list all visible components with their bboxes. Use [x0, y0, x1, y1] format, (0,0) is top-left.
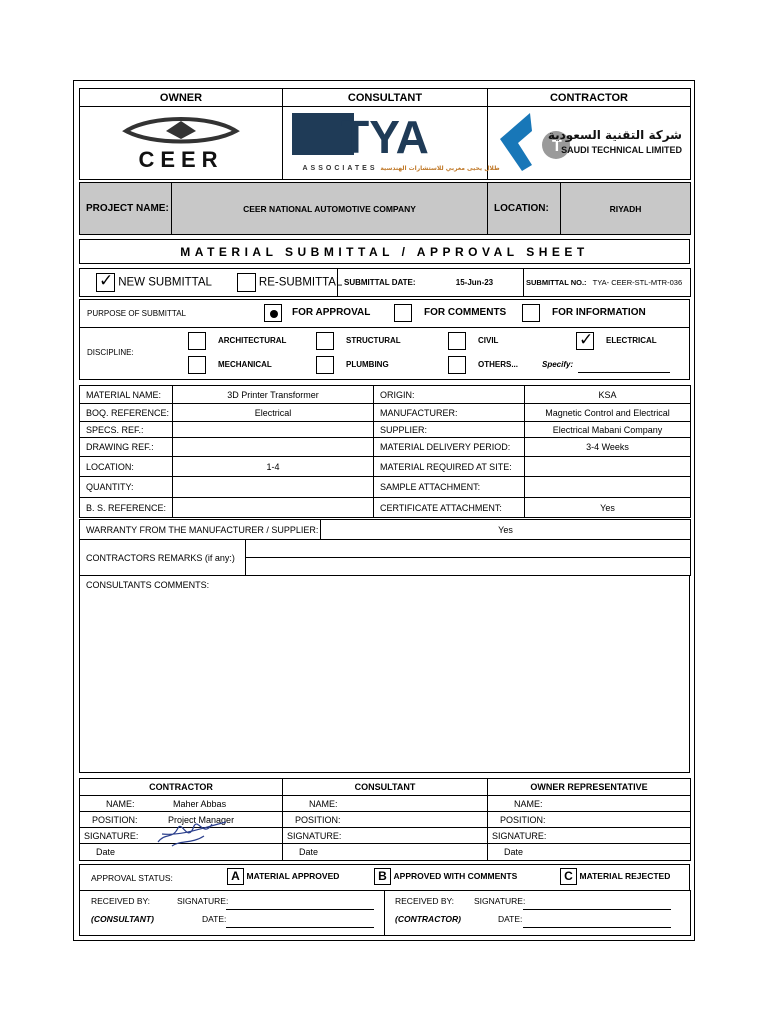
- warranty-row: [79, 519, 691, 540]
- owner-heading: OWNER: [80, 89, 283, 107]
- parties-header: [79, 88, 691, 180]
- specify-input-line[interactable]: [578, 372, 670, 373]
- material-row: [80, 498, 691, 518]
- material-row: [80, 438, 691, 457]
- submittal-date-label: SUBMITTAL DATE:: [344, 278, 416, 287]
- material-details-table: [79, 385, 691, 518]
- received-by-consultant-label: RECEIVED BY:: [91, 896, 151, 906]
- signoff-owner-heading: OWNER REPRESENTATIVE: [488, 779, 691, 796]
- contractor-date-label: Date: [96, 847, 116, 857]
- received-consultant-cell: [80, 891, 385, 936]
- material-value[interactable]: 3D Printer Transformer: [173, 386, 374, 404]
- submittal-date-cell: [338, 269, 524, 297]
- contractor-logo-cell: [488, 107, 691, 180]
- title-row: [79, 239, 690, 264]
- consultant-comments-area[interactable]: [80, 576, 690, 773]
- purpose-row: [79, 299, 690, 328]
- consultant-heading: CONSULTANT: [283, 89, 488, 107]
- submittal-no-value: TYA- CEER-STL-MTR-036: [592, 278, 683, 287]
- saudi-logo-text: SAUDI TECHNICAL LIMITED: [561, 144, 682, 155]
- material-value[interactable]: [173, 438, 374, 457]
- re-submittal-label: RE-SUBMITTAL: [258, 276, 343, 289]
- material-value[interactable]: [173, 477, 374, 498]
- material-label: MATERIAL NAME:: [80, 386, 173, 404]
- contractor-signature-cell: [80, 828, 283, 844]
- received-consultant-party: (CONSULTANT): [91, 914, 154, 924]
- rejected-letter-box[interactable]: C: [560, 868, 577, 885]
- approved-with-comments-label: APPROVED WITH COMMENTS: [393, 870, 518, 881]
- received-by-contractor-label: RECEIVED BY:: [395, 896, 455, 906]
- material-label: ORIGIN:: [374, 386, 525, 404]
- for-approval-label: FOR APPROVAL: [292, 307, 371, 318]
- material-value[interactable]: [173, 422, 374, 438]
- material-label: QUANTITY:: [80, 477, 173, 498]
- approved-with-comments-letter-box[interactable]: B: [374, 868, 391, 885]
- owner-logo-cell: [80, 107, 283, 180]
- sheet-title: MATERIAL SUBMITTAL / APPROVAL SHEET: [80, 240, 690, 264]
- approval-status-row: [79, 864, 690, 891]
- approved-with-comments-option[interactable]: [374, 868, 517, 885]
- for-comments-label: FOR COMMENTS: [424, 307, 507, 318]
- re-submittal-checkbox[interactable]: [237, 273, 256, 292]
- received-contractor-date-line[interactable]: [523, 927, 671, 928]
- consultant-logo-cell: [283, 107, 500, 180]
- material-value[interactable]: Electrical: [173, 404, 374, 422]
- submittal-type-cell: [80, 269, 343, 297]
- material-label: MANUFACTURER:: [374, 404, 525, 422]
- material-value[interactable]: Yes: [525, 498, 691, 518]
- material-label: SUPPLIER:: [374, 422, 525, 438]
- owner-name-cell: [488, 796, 691, 812]
- electrical-label: ELECTRICAL: [606, 336, 657, 345]
- ceer-logo-text: CEER: [138, 146, 224, 172]
- plumbing-checkbox[interactable]: [316, 356, 334, 374]
- received-consultant-signature-label: SIGNATURE:: [177, 896, 229, 906]
- received-consultant-date-line[interactable]: [226, 927, 374, 928]
- architectural-label: ARCHITECTURAL: [218, 336, 287, 345]
- architectural-checkbox[interactable]: [188, 332, 206, 350]
- submittal-no-label: SUBMITTAL NO.:: [526, 278, 587, 287]
- civil-label: CIVIL: [478, 336, 499, 345]
- plumbing-label: PLUMBING: [346, 360, 389, 369]
- new-submittal-label: NEW SUBMITTAL: [118, 276, 212, 289]
- approved-label: MATERIAL APPROVED: [246, 870, 340, 881]
- for-comments-radio[interactable]: [394, 304, 412, 322]
- material-label: SPECS. REF.:: [80, 422, 173, 438]
- project-name-value: CEER NATIONAL AUTOMOTIVE COMPANY: [172, 183, 488, 235]
- tya-logo: [290, 109, 500, 175]
- material-row: [80, 386, 691, 404]
- consultant-date-cell: [283, 844, 488, 861]
- rejected-label: MATERIAL REJECTED: [579, 870, 671, 881]
- material-value[interactable]: [173, 498, 374, 518]
- contractor-remarks-label: CONTRACTORS REMARKS (if any:): [80, 540, 246, 576]
- for-approval-radio[interactable]: [264, 304, 282, 322]
- received-contractor-date-label: DATE:: [498, 914, 523, 924]
- material-label: DRAWING REF.:: [80, 438, 173, 457]
- warranty-value: Yes: [321, 520, 691, 540]
- location-value: RIYADH: [561, 183, 691, 235]
- received-contractor-cell: [385, 891, 691, 936]
- purpose-cell: [80, 300, 690, 328]
- approval-status-cell: [80, 865, 690, 891]
- submittal-row: [79, 268, 691, 297]
- electrical-checkbox[interactable]: [576, 332, 594, 350]
- material-row: [80, 422, 691, 438]
- contractor-heading: CONTRACTOR: [488, 89, 691, 107]
- owner-date-cell: [488, 844, 691, 861]
- project-info-row: [79, 182, 691, 235]
- tya-logo-sub: ASSOCIATES: [302, 164, 378, 172]
- material-label: SAMPLE ATTACHMENT:: [374, 477, 525, 498]
- mechanical-label: MECHANICAL: [218, 360, 272, 369]
- consultant-signature-cell: [283, 828, 488, 844]
- material-row: [80, 477, 691, 498]
- structural-label: STRUCTURAL: [346, 336, 401, 345]
- contractor-position-label: POSITION:: [92, 814, 138, 825]
- consultant-position-cell: [283, 812, 488, 828]
- saudi-technical-logo: [494, 109, 689, 175]
- consultant-comments-row: [79, 575, 690, 773]
- svg-text:T: T: [552, 137, 562, 155]
- contractor-name-cell: [80, 796, 283, 812]
- others-label: OTHERS...: [478, 360, 519, 369]
- submittal-no-cell: [524, 269, 691, 297]
- signoff-consultant-heading: CONSULTANT: [283, 779, 488, 796]
- material-row: [80, 457, 691, 477]
- approved-letter-box[interactable]: A: [227, 868, 244, 885]
- discipline-row: [79, 327, 690, 380]
- discipline-label: DISCIPLINE:: [87, 348, 134, 357]
- signoff-table: [79, 778, 691, 861]
- rejected-option[interactable]: [560, 868, 670, 885]
- material-value[interactable]: [525, 477, 691, 498]
- material-label: LOCATION:: [80, 457, 173, 477]
- tya-logo-arabic: طلال يحيى مغربي للاستشارات الهندسية: [380, 164, 500, 172]
- consultant-name-cell: [283, 796, 488, 812]
- others-checkbox[interactable]: [448, 356, 466, 374]
- owner-date-label: Date: [504, 847, 524, 857]
- material-value[interactable]: Magnetic Control and Electrical: [525, 404, 691, 422]
- received-contractor-signature-line[interactable]: [523, 909, 671, 910]
- contractor-signature-mark: [152, 814, 235, 850]
- material-value[interactable]: KSA: [525, 386, 691, 404]
- contractor-remarks-row: [79, 539, 691, 576]
- project-name-label: PROJECT NAME:: [80, 183, 172, 235]
- approved-option[interactable]: [227, 868, 339, 885]
- received-consultant-date-label: DATE:: [202, 914, 227, 924]
- for-information-radio[interactable]: [522, 304, 540, 322]
- tya-logo-text: TYA: [341, 110, 429, 163]
- owner-name-label: NAME:: [514, 798, 543, 809]
- owner-position-label: POSITION:: [500, 814, 546, 825]
- new-submittal-checkbox[interactable]: [96, 273, 115, 292]
- specify-label: Specify:: [542, 360, 574, 369]
- material-label: MATERIAL REQUIRED AT SITE:: [374, 457, 525, 477]
- material-submittal-sheet: [73, 80, 695, 941]
- owner-signature-label: SIGNATURE:: [492, 830, 547, 841]
- warranty-label: WARRANTY FROM THE MANUFACTURER / SUPPLIER:: [80, 520, 321, 540]
- structural-checkbox[interactable]: [316, 332, 334, 350]
- ceer-logo: [106, 111, 256, 173]
- contractor-remarks-line-1[interactable]: [246, 540, 691, 558]
- civil-checkbox[interactable]: [448, 332, 466, 350]
- location-label: LOCATION:: [488, 183, 561, 235]
- consultant-comments-label: CONSULTANTS COMMENTS:: [86, 580, 210, 590]
- contractor-position-value: Project Manager: [168, 814, 235, 825]
- consultant-signature-label: SIGNATURE:: [287, 830, 342, 841]
- contractor-name-label: NAME:: [106, 798, 135, 809]
- contractor-remarks-line-2[interactable]: [246, 558, 691, 576]
- received-contractor-signature-label: SIGNATURE:: [474, 896, 526, 906]
- purpose-label: PURPOSE OF SUBMITTAL: [87, 309, 186, 318]
- submittal-date-value: 15-Jun-23: [455, 278, 494, 287]
- material-label: B. S. REFERENCE:: [80, 498, 173, 518]
- received-by-table: [79, 890, 691, 936]
- consultant-name-label: NAME:: [309, 798, 338, 809]
- approval-status-label: APPROVAL STATUS:: [91, 873, 173, 883]
- mechanical-checkbox[interactable]: [188, 356, 206, 374]
- material-row: [80, 404, 691, 422]
- received-consultant-signature-line[interactable]: [226, 909, 374, 910]
- owner-position-cell: [488, 812, 691, 828]
- material-value[interactable]: 1-4: [173, 457, 374, 477]
- material-value[interactable]: [525, 457, 691, 477]
- contractor-name-value: Maher Abbas: [173, 798, 227, 809]
- contractor-signature-label: SIGNATURE:: [84, 830, 139, 841]
- saudi-logo-arabic: شركة التقنية السعودية: [547, 127, 682, 142]
- material-value[interactable]: 3-4 Weeks: [525, 438, 691, 457]
- consultant-date-label: Date: [299, 847, 319, 857]
- for-information-label: FOR INFORMATION: [552, 307, 646, 318]
- owner-signature-cell: [488, 828, 691, 844]
- signoff-contractor-heading: CONTRACTOR: [80, 779, 283, 796]
- material-label: MATERIAL DELIVERY PERIOD:: [374, 438, 525, 457]
- consultant-position-label: POSITION:: [295, 814, 341, 825]
- material-value[interactable]: Electrical Mabani Company: [525, 422, 691, 438]
- material-label: CERTIFICATE ATTACHMENT:: [374, 498, 525, 518]
- discipline-cell: [80, 328, 690, 380]
- material-label: BOQ. REFERENCE:: [80, 404, 173, 422]
- received-contractor-party: (CONTRACTOR): [395, 914, 461, 924]
